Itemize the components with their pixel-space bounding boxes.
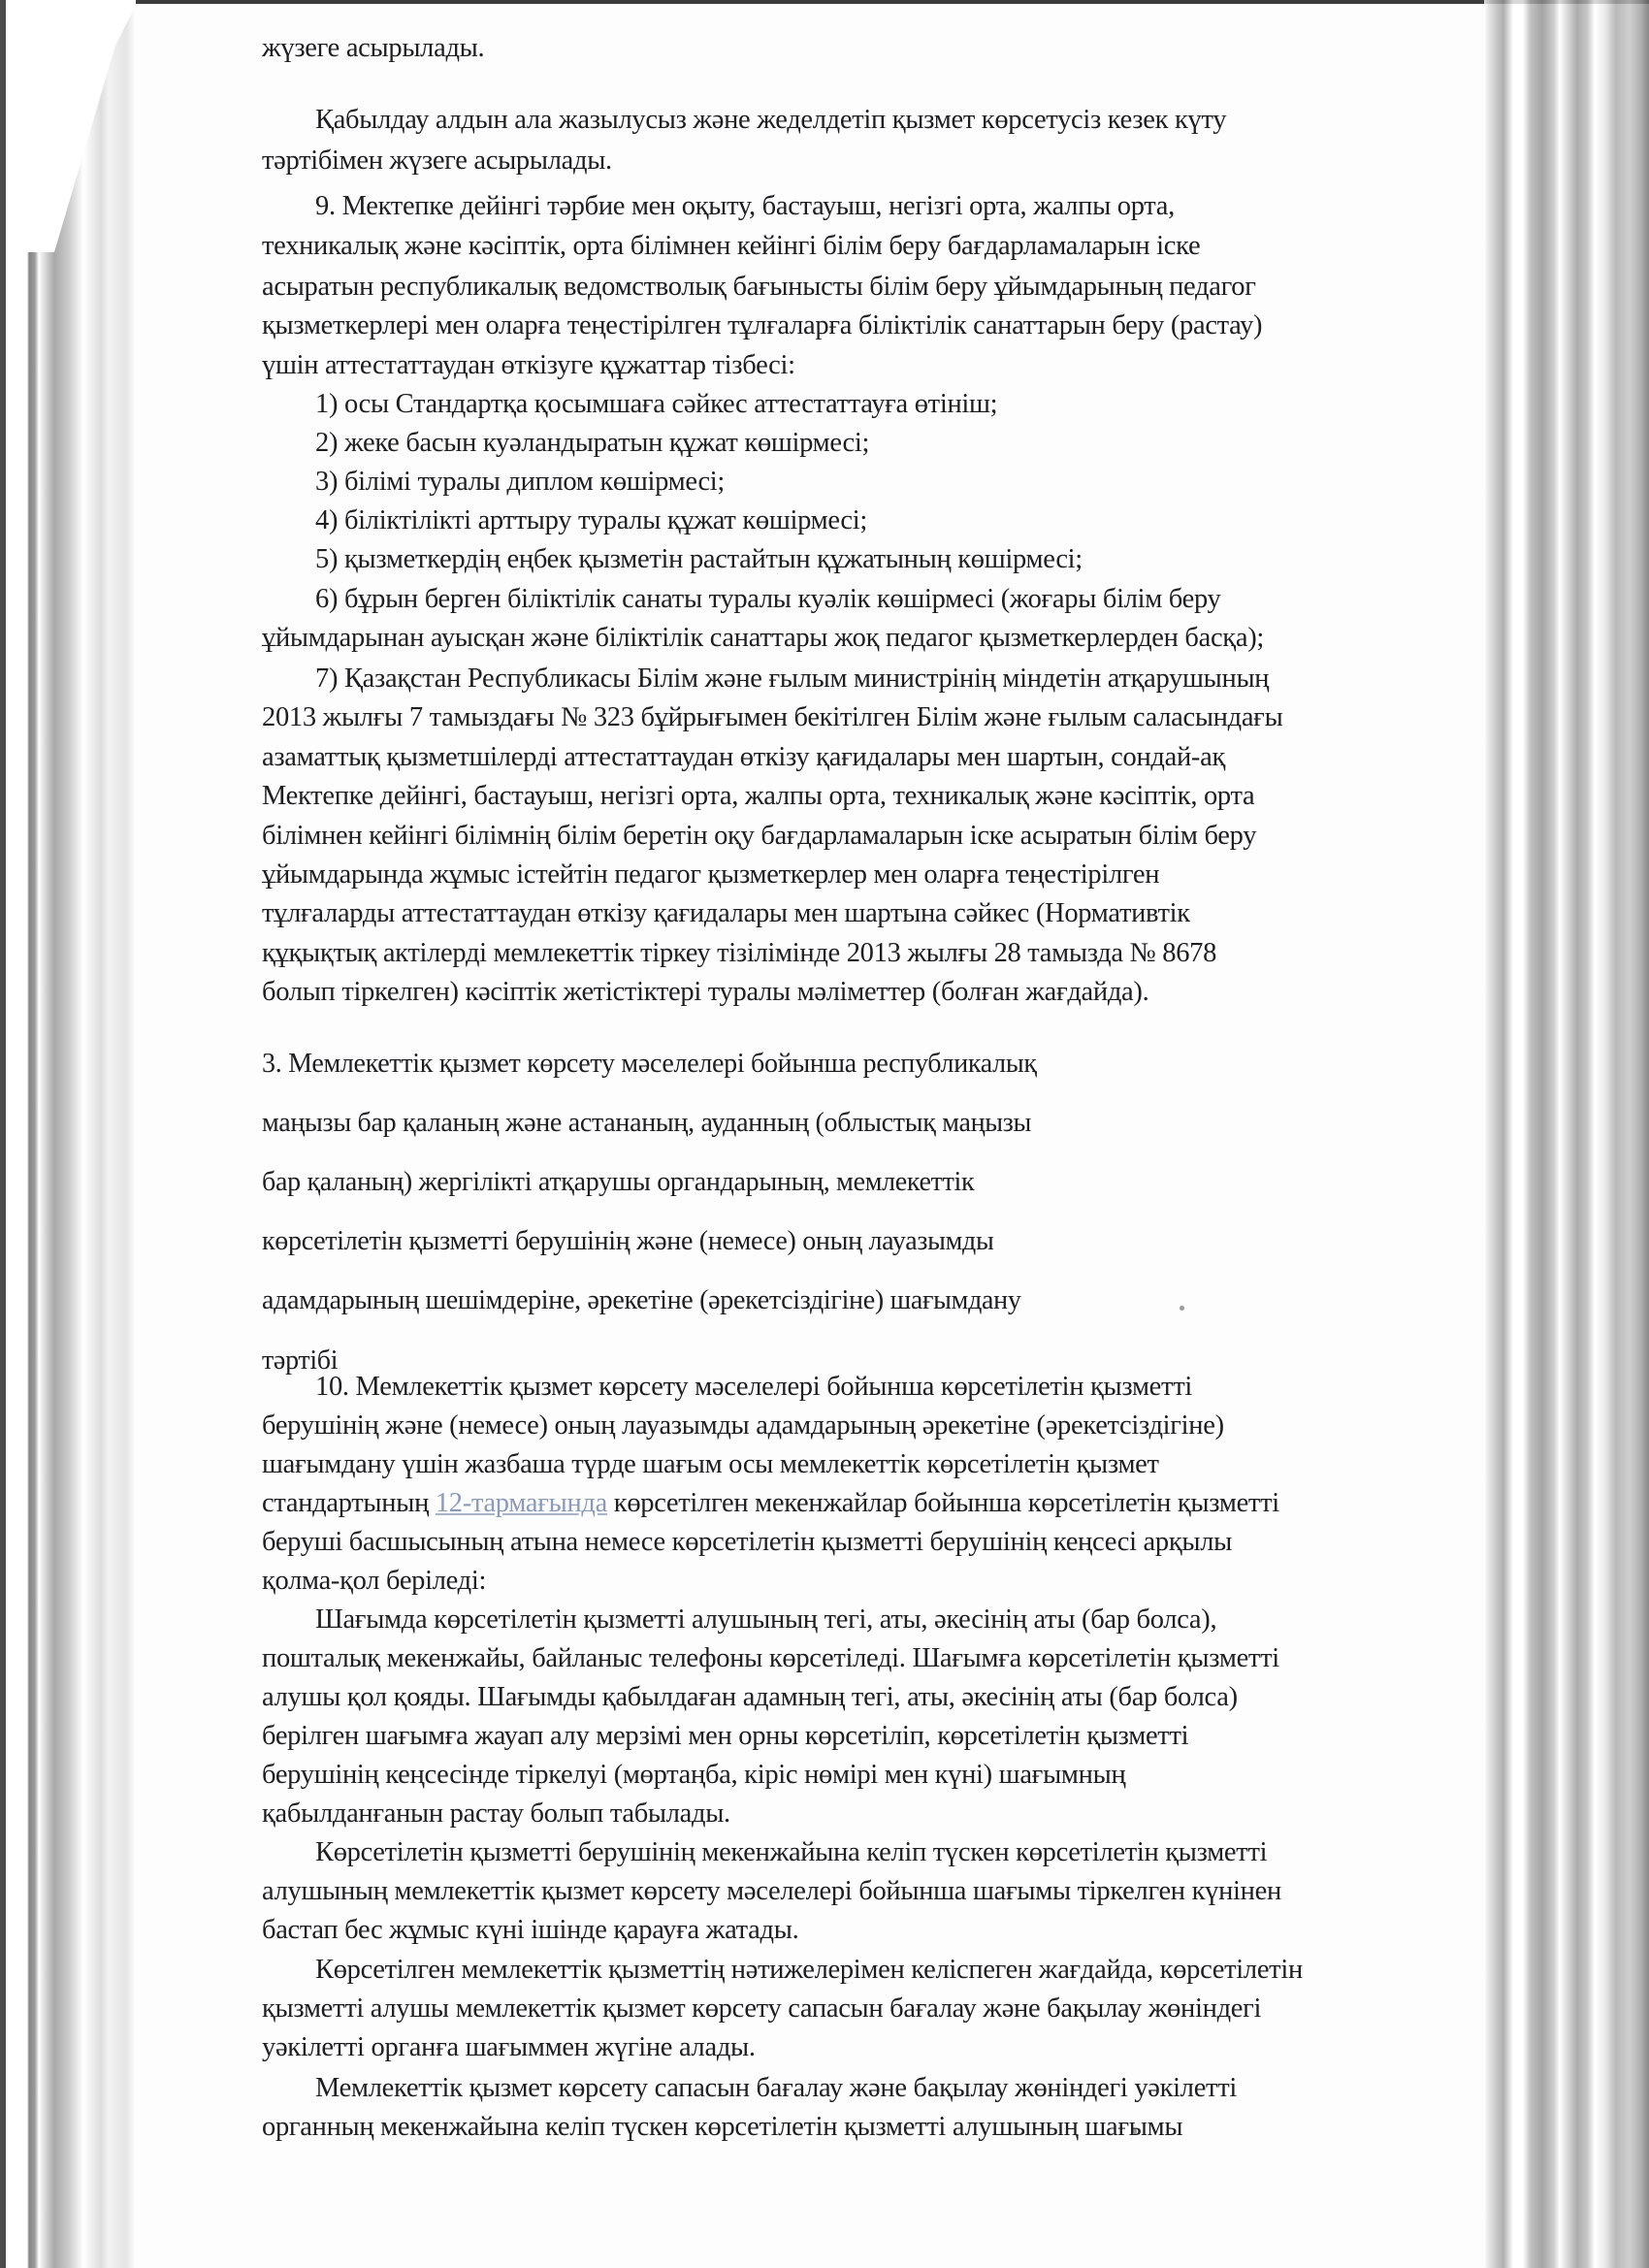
scan-speck xyxy=(1180,1306,1184,1311)
complaint-contents-line: Шағымда көрсетілетін қызметті алушының тегі, аты, әкесінің аты (бар болса), xyxy=(315,1604,1217,1635)
authority-line: Мемлекеттік қызмет көрсету сапасын бағалау және бақылау жөніндегі уәкілетті xyxy=(315,2073,1237,2103)
item-9-line: техникалық және кәсіптік, орта білімнен кейінгі білім беру бағдарламаларын іске xyxy=(262,231,1201,261)
item-10-link-line xyxy=(262,1484,1279,1523)
item-10-line: беруші басшысының атына немесе көрсетілетін қызметті берушінің кеңсесі арқылы xyxy=(262,1527,1233,1557)
appeal-line: уәкілетті органға шағыммен жүгіне алады. xyxy=(262,2032,756,2062)
item-10-line: шағымдану үшін жазбаша түрде шағым осы мемлекеттік көрсетілетін қызмет xyxy=(262,1449,1159,1479)
scan-edge-right xyxy=(1484,0,1649,2268)
complaint-contents-line: қабылданғанын растау болып табылады. xyxy=(262,1798,730,1829)
item-10-line: қолма-қол беріледі: xyxy=(262,1566,487,1596)
sub-item-7-cont: 2013 жылғы 7 тамыздағы № 323 бұйрығымен бекітілген Білім және ғылым саласындағы xyxy=(262,702,1283,732)
sub-item-7-cont: тұлғаларды аттестаттаудан өткізу қағидалары мен шартына сәйкес (Нормативтік xyxy=(262,898,1190,928)
heading-line: 3. Мемлекеттік қызмет көрсету мәселелері бойынша республикалық xyxy=(262,1049,1037,1079)
complaint-contents-line: берушінің кеңсесінде тіркелуі (мөртаңба, кіріс нөмірі мен күні) шағымның xyxy=(262,1760,1126,1790)
heading-line: көрсетілетін қызметті берушінің және (немесе) оның лауазымды xyxy=(262,1226,994,1256)
heading-line: тәртібі xyxy=(262,1345,339,1376)
review-period-line: бастап бес жұмыс күні ішінде қарауға жатады. xyxy=(262,1915,799,1945)
review-period-line: алушының мемлекеттік қызмет көрсету мәселелері бойынша шағымы тіркелген күнінен xyxy=(262,1876,1281,1906)
link-suffix: көрсетілген мекенжайлар бойынша көрсетілетін қызметті xyxy=(606,1488,1279,1518)
sub-item-1: 1) осы Стандартқа қосымшаға сәйкес аттестаттауға өтініш; xyxy=(315,389,998,419)
paragraph-12-link[interactable]: 12-тармағында xyxy=(435,1488,607,1518)
item-9-line: үшін аттестаттаудан өткізуге құжаттар тізбесі: xyxy=(262,350,795,380)
intake-paragraph-line: Қабылдау алдын ала жазылусыз және жеделдетіп қызмет көрсетусіз кезек күту xyxy=(315,105,1227,135)
item-9-line: асыратын республикалық ведомстволық бағынысты білім беру ұйымдарының педагог xyxy=(262,272,1256,302)
sub-item-4: 4) біліктілікті арттыру туралы құжат көшірмесі; xyxy=(315,505,868,535)
heading-line: маңызы бар қаланың және астананың, ауданның (облыстық маңызы xyxy=(262,1108,1032,1138)
sub-item-2: 2) жеке басын куәландыратын құжат көшірмесі; xyxy=(315,428,870,458)
link-prefix: стандартының xyxy=(262,1488,436,1518)
sub-item-7-cont: білімнен кейінгі білімнің білім беретін оқу бағдарламаларын іске асыратын білім беру xyxy=(262,821,1257,851)
sub-item-6: 6) бұрын берген біліктілік санаты туралы куәлік көшірмесі (жоғары білім беру xyxy=(315,584,1221,614)
complaint-contents-line: берілген шағымға жауап алу мерзімі мен орны көрсетіліп, көрсетілетін қызметті xyxy=(262,1721,1189,1751)
appeal-line: қызметті алушы мемлекеттік қызмет көрсету сапасын бағалау және бақылау жөніндегі xyxy=(262,1993,1262,2024)
intake-paragraph-line: тәртібімен жүзеге асырылады. xyxy=(262,146,612,176)
sub-item-7-cont: Мектепке дейінгі, бастауыш, негізгі орта, жалпы орта, техникалық және кәсіптік, орта xyxy=(262,781,1255,811)
sub-item-7-cont: құқықтық актілерді мемлекеттік тіркеу тізілімінде 2013 жылғы 28 тамызда № 8678 xyxy=(262,938,1217,968)
authority-line: органның мекенжайына келіп түскен көрсетілетін қызметті алушының шағымы xyxy=(262,2112,1183,2142)
sub-item-3: 3) білімі туралы диплом көшірмесі; xyxy=(315,467,726,497)
sub-item-7-cont: ұйымдарында жұмыс істейтін педагог қызметкерлер мен оларға теңестірілген xyxy=(262,859,1160,890)
continuation-line: жүзеге асырылады. xyxy=(262,33,485,63)
item-9-line: қызметкерлері мен оларға теңестірілген тұлғаларға біліктілік санаттарын беру (растау) xyxy=(262,310,1263,340)
appeal-line: Көрсетілген мемлекеттік қызметтің нәтижелерімен келіспеген жағдайда, көрсетілетін xyxy=(315,1955,1303,1985)
item-10-line: берушінің және (немесе) оның лауазымды адамдарының әрекетіне (әрекетсіздігіне) xyxy=(262,1410,1224,1441)
item-9-line: 9. Мектепке дейінгі тәрбие мен оқыту, бастауыш, негізгі орта, жалпы орта, xyxy=(315,191,1175,221)
complaint-contents-line: алушы қол қояды. Шағымды қабылдаған адамның тегі, аты, әкесінің аты (бар болса) xyxy=(262,1682,1238,1712)
heading-line: бар қаланың) жергілікті атқарушы органдарының, мемлекеттік xyxy=(262,1167,975,1197)
item-10-line: 10. Мемлекеттік қызмет көрсету мәселелері бойынша көрсетілетін қызметті xyxy=(315,1372,1192,1402)
scan-frame-left xyxy=(0,0,6,2268)
review-period-line: Көрсетілетін қызметті берушінің мекенжайына келіп түскен көрсетілетін қызметті xyxy=(315,1837,1268,1867)
sub-item-7: 7) Қазақстан Республикасы Білім және ғылым министрінің міндетін атқарушының xyxy=(315,664,1270,694)
scan-edge-left xyxy=(0,0,136,2268)
sub-item-7-cont: болып тіркелген) кәсіптік жетістіктері туралы мәліметтер (болған жағдайда). xyxy=(262,977,1149,1007)
sub-item-7-cont: азаматтық қызметшілерді аттестаттаудан өткізу қағидалары мен шартын, сондай-ақ xyxy=(262,742,1225,772)
sub-item-6-cont: ұйымдарынан ауысқан және біліктілік санаттары жоқ педагог қызметкерлерден басқа); xyxy=(262,623,1265,653)
heading-line: адамдарының шешімдеріне, әрекетіне (әрекетсіздігіне) шағымдану xyxy=(262,1285,1021,1315)
scan-edge-top xyxy=(0,0,1649,4)
sub-item-5: 5) қызметкердің еңбек қызметін растайтын құжатының көшірмесі; xyxy=(315,544,1083,574)
complaint-contents-line: пошталық мекенжайы, байланыс телефоны көрсетіледі. Шағымға көрсетілетін қызметті xyxy=(262,1643,1279,1673)
